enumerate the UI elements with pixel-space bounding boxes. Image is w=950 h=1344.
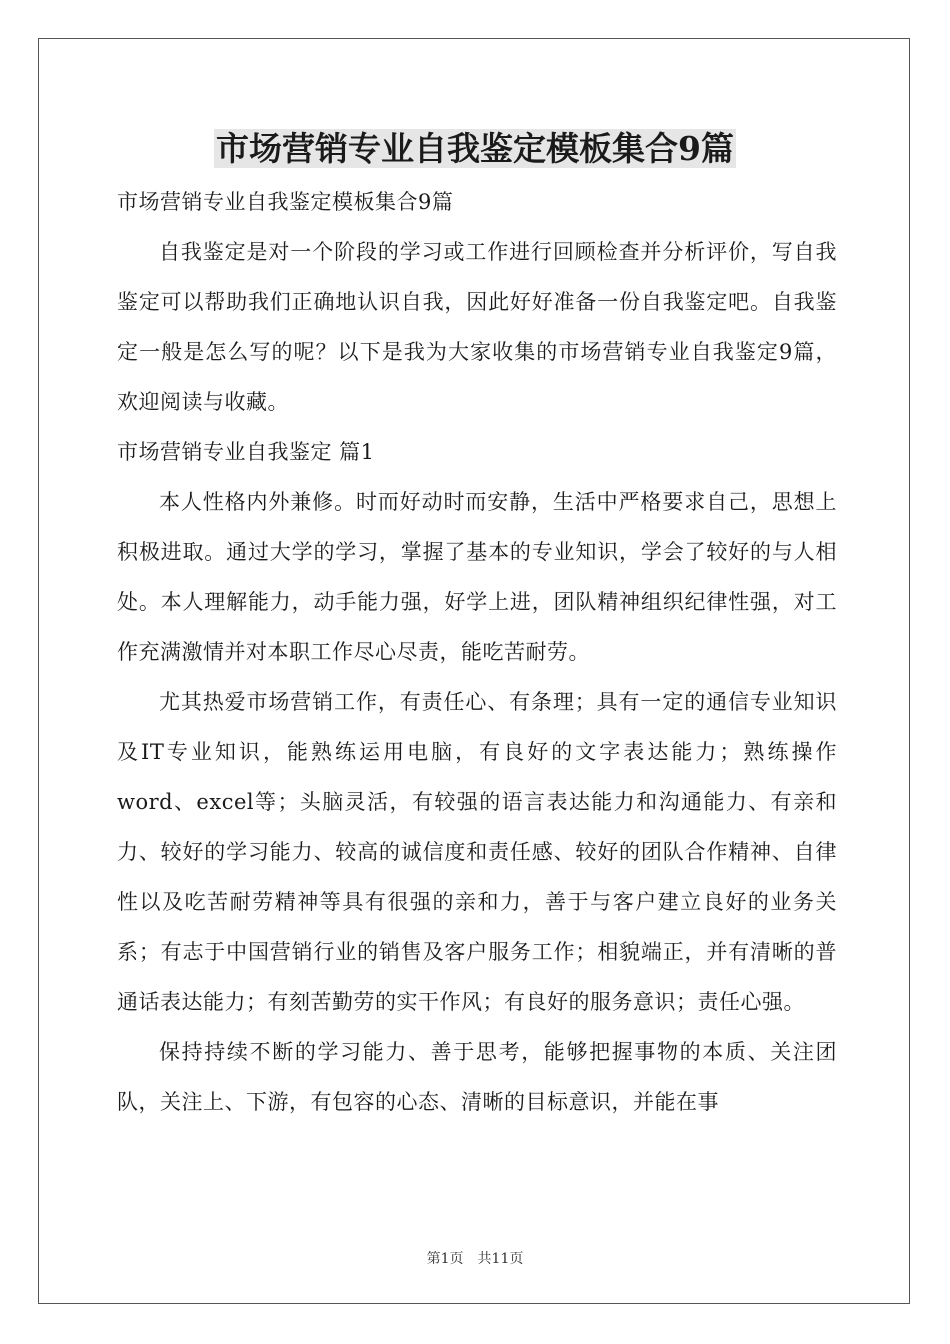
document-title [0, 124, 950, 174]
page-number: 第1页 [426, 1251, 464, 1267]
page-total: 共11页 [477, 1251, 524, 1267]
section-heading: 市场营销专业自我鉴定 篇1 [117, 440, 375, 464]
intro-paragraph: 自我鉴定是对一个阶段的学习或工作进行回顾检查并分析评价，写自我鉴定可以帮助我们正确地认识自我，因此好好准备一份自我鉴定吧。自我鉴定一般是怎么写的呢？以下是我为大家收集的市场营销专业自我鉴定9篇，欢迎阅读与收藏。 [117, 240, 837, 414]
body-paragraph: 本人性格内外兼修。时而好动时而安静，生活中严格要求自己，思想上积极进取。通过大学的学习，掌握了基本的专业知识，学会了较好的与人相处。本人理解能力，动手能力强，好学上进，团队精神组织纪律性强，对工作充满激情并对本职工作尽心尽责，能吃苦耐劳。 [117, 490, 837, 664]
document-body [117, 177, 837, 1127]
body-paragraph: 保持持续不断的学习能力、善于思考，能够把握事物的本质、关注团队，关注上、下游，有包容的心态、清晰的目标意识，并能在事 [117, 1040, 837, 1114]
document-title-text: 市场营销专业自我鉴定模板集合9篇 [216, 129, 734, 168]
page-footer [0, 1248, 950, 1268]
body-paragraph: 尤其热爱市场营销工作，有责任心、有条理；具有一定的通信专业知识及IT专业知识，能熟练运用电脑，有良好的文字表达能力；熟练操作word、excel等；头脑灵活，有较强的语言表达能力和沟通能力、有亲和力、较好的学习能力、较高的诚信度和责任感、较好的团队合作精神、自律性以及吃苦耐劳精神等具有很强的亲和力，善于与客户建立良好的业务关系；有志于中国营销行业的销售及客户服务工作；相貌端正，并有清晰的普通话表达能力；有刻苦勤劳的实干作风；有良好的服务意识；责任心强。 [117, 690, 837, 1014]
document-subtitle: 市场营销专业自我鉴定模板集合9篇 [117, 190, 454, 214]
